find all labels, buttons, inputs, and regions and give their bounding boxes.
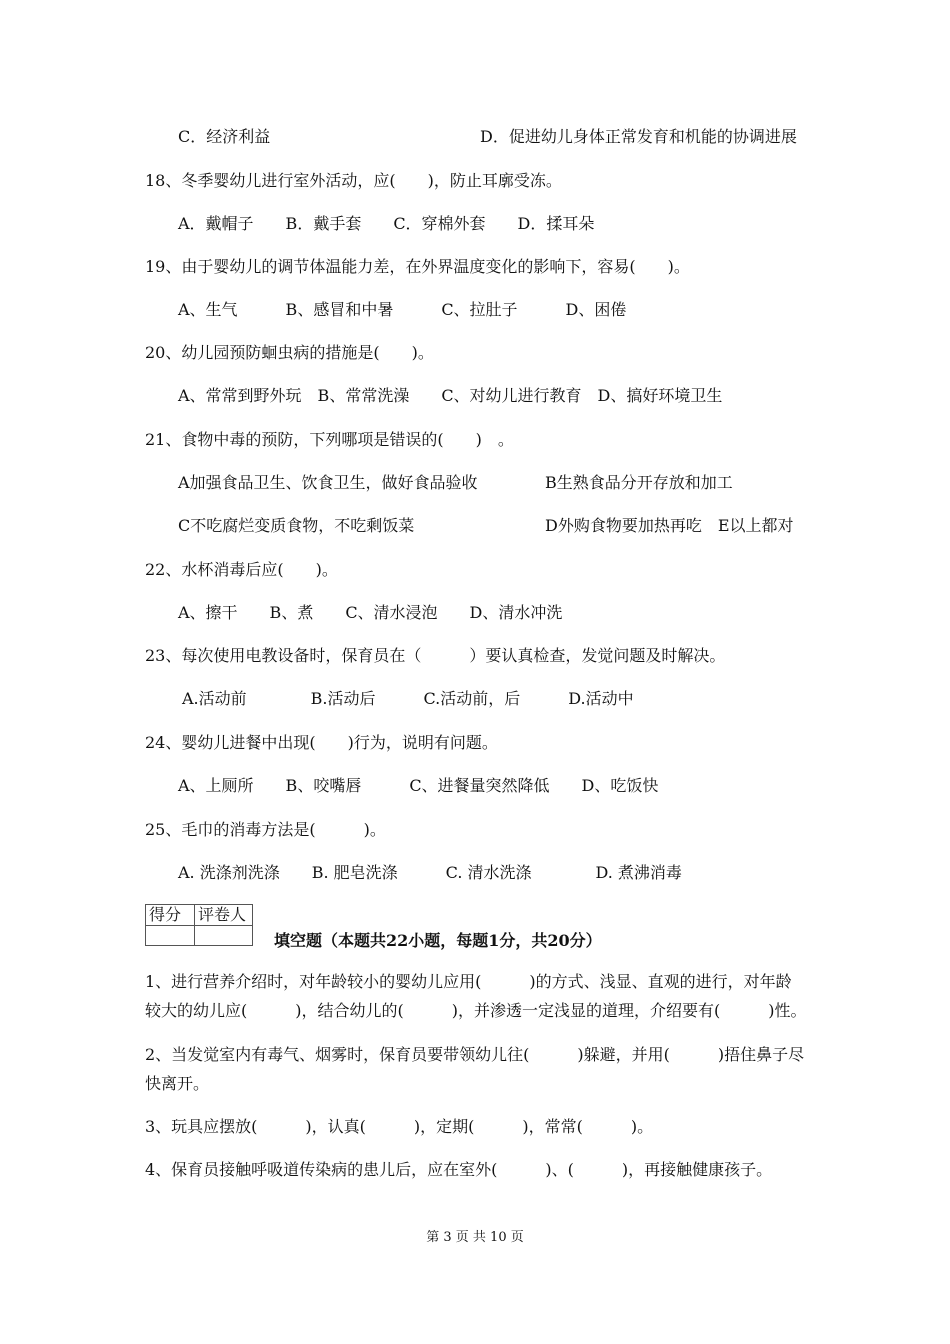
score-label: 得分 [149,905,182,924]
q22-options: A、擦干 B、煮 C、清水浸泡 D、清水冲洗 [178,603,563,622]
q17-option-d: D．促进幼儿身体正常发育和机能的协调进展 [480,127,797,146]
q17-option-c: C．经济利益 [178,127,271,146]
q23-options: A.活动前 B.活动后 C.活动前，后 D.活动中 [182,689,634,708]
q21-option-d: D外购食物要加热再吃 E以上都对 [545,516,794,535]
q25-options: A. 洗涤剂洗涤 B. 肥皂洗涤 C. 清水洗涤 D. 煮沸消毒 [178,863,682,882]
q24-options: A、上厕所 B、咬嘴唇 C、进餐量突然降低 D、吃饭快 [178,776,659,795]
q21-stem: 21、食物中毒的预防，下列哪项是错误的( ) 。 [145,430,514,449]
q22-stem: 22、水杯消毒后应( )。 [145,560,338,579]
fill-q3: 3、玩具应摆放( )，认真( )，定期( )，常常( )。 [145,1117,654,1136]
score-box-divider [194,905,195,945]
q19-stem: 19、由于婴幼儿的调节体温能力差，在外界温度变化的影响下，容易( )。 [145,257,690,276]
q18-stem: 18、冬季婴幼儿进行室外活动，应( )，防止耳廓受冻。 [145,171,562,190]
fill-q1-line2: 较大的幼儿应( )，结合幼儿的( )，并渗透一定浅显的道理，介绍要有( )性。 [145,1001,807,1020]
grader-label: 评卷人 [198,905,247,924]
fill-q1-line1: 1、进行营养介绍时，对年龄较小的婴幼儿应用( )的方式、浅显、直观的进行，对年龄 [145,972,792,991]
q24-stem: 24、婴幼儿进餐中出现( )行为，说明有问题。 [145,733,498,752]
fill-q2-line2: 快离开。 [145,1074,210,1093]
score-box [145,904,253,946]
fill-q2-line1: 2、当发觉室内有毒气、烟雾时，保育员要带领幼儿往( )躲避，并用( )捂住鼻子尽 [145,1045,805,1064]
q21-option-c: C不吃腐烂变质食物，不吃剩饭菜 [178,516,415,535]
q19-options: A、生气 B、感冒和中暑 C、拉肚子 D、困倦 [178,300,627,319]
q18-options: A．戴帽子 B．戴手套 C．穿棉外套 D．揉耳朵 [178,214,595,233]
q23-stem: 23、每次使用电教设备时，保育员在（ ）要认真检查，发觉问题及时解决。 [145,646,726,665]
page-footer: 第 3 页 共 10 页 [426,1230,524,1245]
q20-options: A、常常到野外玩 B、常常洗澡 C、对幼儿进行教育 D、搞好环境卫生 [178,386,723,405]
q20-stem: 20、幼儿园预防蛔虫病的措施是( )。 [145,343,434,362]
fill-q4: 4、保育员接触呼吸道传染病的患儿后，应在室外( )、( )，再接触健康孩子。 [145,1160,773,1179]
section-title: 填空题（本题共22小题，每题1分，共20分） [274,931,602,950]
q21-option-b: B生熟食品分开存放和加工 [545,473,733,492]
q21-option-a: A加强食品卫生、饮食卫生，做好食品验收 [178,473,478,492]
q25-stem: 25、毛巾的消毒方法是( )。 [145,820,386,839]
